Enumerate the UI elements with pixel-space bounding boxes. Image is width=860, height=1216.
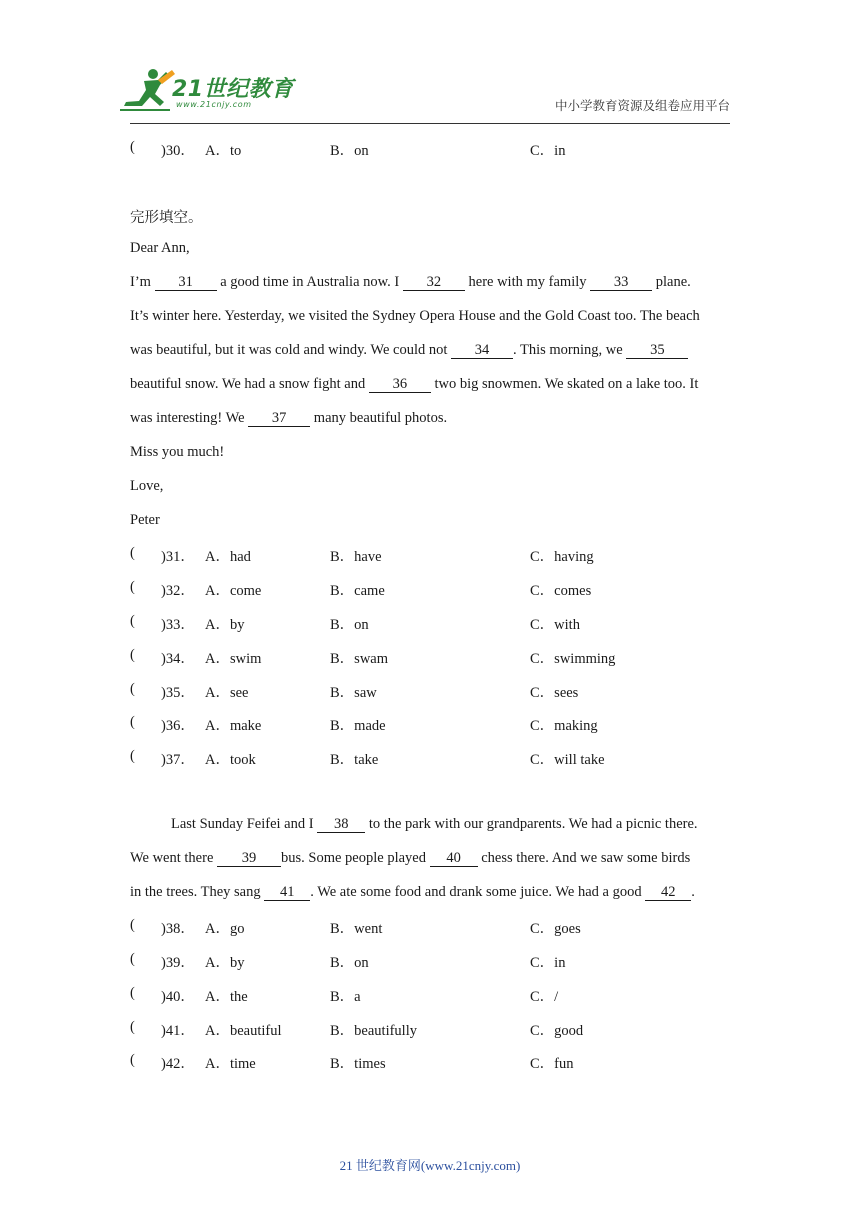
text: two big snowmen. We skated on a lake too. It xyxy=(430,376,699,392)
answer-paren[interactable]: ( xyxy=(130,139,135,155)
option-b: B．swam xyxy=(330,651,388,667)
option-a: A．see xyxy=(205,685,249,701)
question-number: )36． xyxy=(161,718,195,734)
option-a: A．come xyxy=(205,583,262,599)
question-42 xyxy=(130,1052,730,1072)
passage-line-1 xyxy=(171,816,698,833)
answer-paren[interactable]: ( xyxy=(130,545,135,561)
option-a: A．took xyxy=(205,752,256,768)
blank-42[interactable]: 42 xyxy=(645,885,691,901)
question-number: )33． xyxy=(161,617,195,633)
answer-paren[interactable]: ( xyxy=(130,1019,135,1035)
question-number: )39． xyxy=(161,955,195,971)
text: here with my family xyxy=(464,274,591,290)
logo-url: www.21cnjy.com xyxy=(176,100,252,109)
question-41 xyxy=(130,1019,730,1039)
question-number: )31． xyxy=(161,549,195,565)
answer-paren[interactable]: ( xyxy=(130,917,135,933)
blank-33[interactable]: 33 xyxy=(590,275,652,291)
header-tagline: 中小学教育资源及组卷应用平台 xyxy=(554,98,730,113)
question-40 xyxy=(130,985,730,1005)
option-b: B．came xyxy=(330,583,385,599)
answer-paren[interactable]: ( xyxy=(130,613,135,629)
text: We went there xyxy=(130,850,217,866)
letter-signoff: Love, xyxy=(130,478,164,494)
text: in the trees. They sang xyxy=(130,884,265,900)
blank-38[interactable]: 38 xyxy=(317,817,365,833)
text: . This morning, we xyxy=(513,342,627,358)
letter-line-4 xyxy=(130,376,698,393)
option-a: A．go xyxy=(205,921,245,937)
option-c: C．in xyxy=(530,955,566,971)
question-number: )35． xyxy=(161,685,195,701)
question-38 xyxy=(130,917,730,937)
option-b: B．went xyxy=(330,921,383,937)
letter-greeting: Dear Ann, xyxy=(130,240,190,256)
option-c: C．in xyxy=(530,143,566,159)
option-a: A．swim xyxy=(205,651,262,667)
blank-36[interactable]: 36 xyxy=(369,377,431,393)
question-36 xyxy=(130,714,730,734)
option-a: A．had xyxy=(205,549,251,565)
option-c: C．comes xyxy=(530,583,592,599)
logo-text: 21世纪教育 xyxy=(172,77,294,102)
question-37 xyxy=(130,748,730,768)
question-number: )42． xyxy=(161,1056,195,1072)
option-c: C．making xyxy=(530,718,598,734)
question-35 xyxy=(130,681,730,701)
letter-line-3 xyxy=(130,342,688,359)
answer-paren[interactable]: ( xyxy=(130,951,135,967)
option-c: C．sees xyxy=(530,685,579,701)
text: a good time in Australia now. I xyxy=(216,274,403,290)
text: chess there. And we saw some birds xyxy=(477,850,691,866)
option-b: B．have xyxy=(330,549,382,565)
answer-paren[interactable]: ( xyxy=(130,1052,135,1068)
text: was beautiful, but it was cold and windy. We could not xyxy=(130,342,451,358)
section-title: 完形填空。 xyxy=(130,210,203,226)
question-30 xyxy=(130,139,730,159)
option-a: A．make xyxy=(205,718,262,734)
blank-31[interactable]: 31 xyxy=(155,275,217,291)
answer-paren[interactable]: ( xyxy=(130,681,135,697)
text: many beautiful photos. xyxy=(310,410,448,426)
blank-34[interactable]: 34 xyxy=(451,343,513,359)
option-b: B．on xyxy=(330,143,369,159)
runner-icon xyxy=(120,66,178,112)
answer-paren[interactable]: ( xyxy=(130,985,135,1001)
text: plane. xyxy=(652,274,691,290)
question-31 xyxy=(130,545,730,565)
option-b: B．made xyxy=(330,718,386,734)
option-b: B．on xyxy=(330,617,369,633)
option-b: B．take xyxy=(330,752,379,768)
question-number: )41． xyxy=(161,1023,195,1039)
option-c: C．with xyxy=(530,617,580,633)
text: . We ate some food and drank some juice. We had a good xyxy=(310,884,646,900)
answer-paren[interactable]: ( xyxy=(130,714,135,730)
answer-paren[interactable]: ( xyxy=(130,579,135,595)
passage-line-2 xyxy=(130,850,690,867)
blank-35[interactable]: 35 xyxy=(626,343,688,359)
option-a: A．the xyxy=(205,989,248,1005)
option-c: C．having xyxy=(530,549,594,565)
text: to the park with our grandparents. We had a picnic there. xyxy=(365,816,698,832)
option-a: A．beautiful xyxy=(205,1023,282,1039)
option-a: A．to xyxy=(205,143,242,159)
blank-32[interactable]: 32 xyxy=(403,275,465,291)
text: . xyxy=(691,884,695,900)
question-32 xyxy=(130,579,730,599)
letter-line-5 xyxy=(130,410,447,427)
option-c: C．will take xyxy=(530,752,605,768)
option-b: B．beautifully xyxy=(330,1023,417,1039)
text: Last Sunday Feifei and I xyxy=(171,816,318,832)
blank-37[interactable]: 37 xyxy=(248,411,310,427)
question-number: )32． xyxy=(161,583,195,599)
option-a: A．time xyxy=(205,1056,256,1072)
letter-signature: Peter xyxy=(130,512,160,528)
question-number: )38． xyxy=(161,921,195,937)
option-c: C．swimming xyxy=(530,651,616,667)
passage-line-3 xyxy=(130,884,695,901)
blank-40[interactable]: 40 xyxy=(430,851,478,867)
page-header xyxy=(0,0,860,124)
page-footer-link[interactable]: 21 世纪教育网(www.21cnjy.com) xyxy=(339,1158,521,1173)
site-logo[interactable] xyxy=(120,66,295,118)
option-c: C．/ xyxy=(530,989,559,1005)
option-b: B．a xyxy=(330,989,361,1005)
option-c: C．good xyxy=(530,1023,584,1039)
option-b: B．on xyxy=(330,955,369,971)
question-34 xyxy=(130,647,730,667)
question-33 xyxy=(130,613,730,633)
letter-line-2: It’s winter here. Yesterday, we visited the Sydney Opera House and the Gold Coast too. The beach xyxy=(130,308,700,324)
text: beautiful snow. We had a snow fight and xyxy=(130,376,369,392)
letter-line-1 xyxy=(130,274,691,291)
header-divider xyxy=(130,123,730,124)
question-number: )34． xyxy=(161,651,195,667)
blank-39[interactable]: 39 xyxy=(217,851,281,867)
letter-closing: Miss you much! xyxy=(130,444,225,460)
option-c: C．fun xyxy=(530,1056,574,1072)
answer-paren[interactable]: ( xyxy=(130,647,135,663)
answer-paren[interactable]: ( xyxy=(130,748,135,764)
text: was interesting! We xyxy=(130,410,249,426)
question-number: )30． xyxy=(161,143,195,159)
text: I’m xyxy=(130,274,155,290)
question-39 xyxy=(130,951,730,971)
question-number: )37． xyxy=(161,752,195,768)
option-a: A．by xyxy=(205,617,245,633)
option-b: B．times xyxy=(330,1056,386,1072)
option-c: C．goes xyxy=(530,921,581,937)
option-a: A．by xyxy=(205,955,245,971)
text: bus. Some people played xyxy=(281,850,430,866)
question-number: )40． xyxy=(161,989,195,1005)
option-b: B．saw xyxy=(330,685,377,701)
blank-41[interactable]: 41 xyxy=(264,885,310,901)
